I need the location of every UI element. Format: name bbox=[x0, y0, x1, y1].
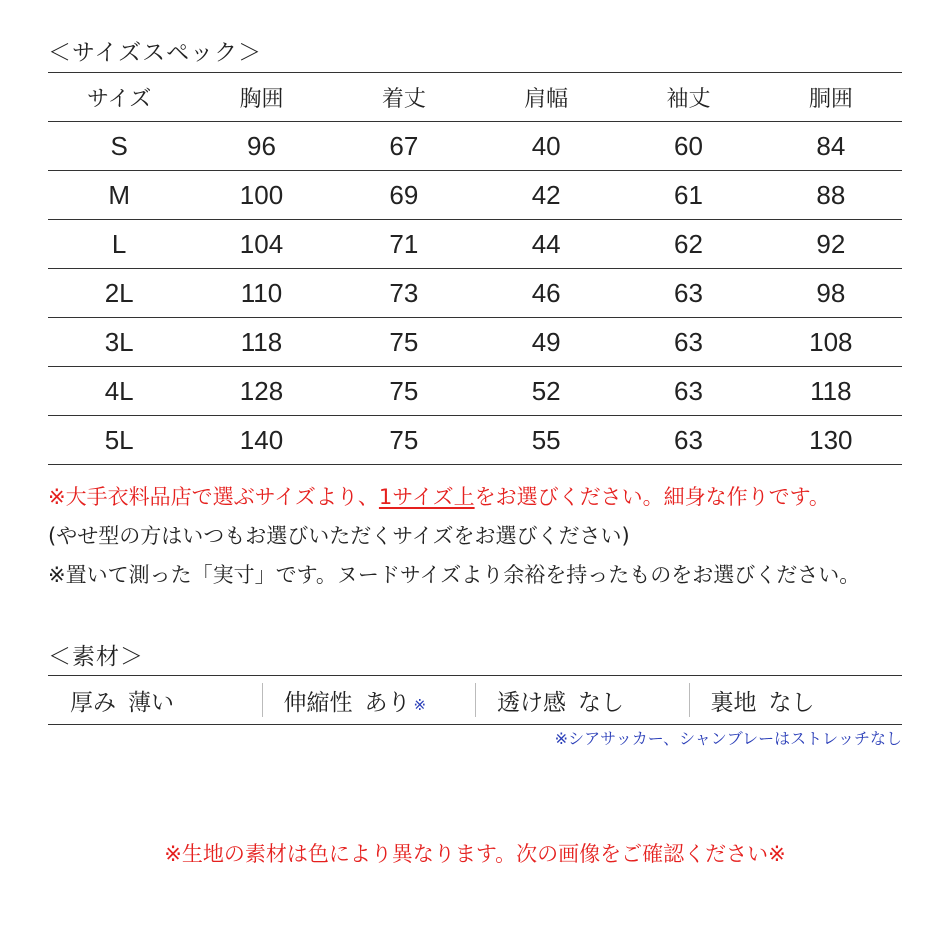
cell-size: L bbox=[48, 220, 190, 269]
cell-length: 67 bbox=[333, 122, 475, 171]
cell-waist: 98 bbox=[760, 269, 902, 318]
cell-waist: 130 bbox=[760, 416, 902, 465]
cell-shoulder: 52 bbox=[475, 367, 617, 416]
table-row bbox=[48, 171, 902, 220]
cell-size: 5L bbox=[48, 416, 190, 465]
cell-length: 73 bbox=[333, 269, 475, 318]
material-item-sheerness bbox=[475, 683, 689, 717]
cell-size: S bbox=[48, 122, 190, 171]
cell-size: 3L bbox=[48, 318, 190, 367]
table-header-row bbox=[48, 73, 902, 122]
cell-shoulder: 42 bbox=[475, 171, 617, 220]
note-size-advice bbox=[48, 478, 928, 517]
cell-sleeve: 62 bbox=[617, 220, 759, 269]
cell-waist: 118 bbox=[760, 367, 902, 416]
cell-shoulder: 55 bbox=[475, 416, 617, 465]
material-table bbox=[48, 675, 902, 725]
cell-shoulder: 49 bbox=[475, 318, 617, 367]
stretch-footnote: ※シアサッカー、シャンブレーはストレッチなし bbox=[554, 729, 902, 748]
size-notes bbox=[48, 478, 928, 595]
cell-length: 75 bbox=[333, 416, 475, 465]
table-row bbox=[48, 220, 902, 269]
table-row bbox=[48, 318, 902, 367]
footnote-mark: ※ bbox=[413, 696, 427, 714]
header-length: 着丈 bbox=[333, 73, 475, 122]
material-item-thickness bbox=[48, 683, 262, 717]
note-size-advice-pre: ※大手衣料品店で選ぶサイズより、 bbox=[48, 485, 379, 509]
material-value: なし bbox=[578, 689, 624, 716]
cell-chest: 104 bbox=[190, 220, 332, 269]
header-size: サイズ bbox=[48, 73, 190, 122]
material-value: 薄い bbox=[128, 689, 174, 716]
cell-chest: 128 bbox=[190, 367, 332, 416]
cell-shoulder: 44 bbox=[475, 220, 617, 269]
cell-sleeve: 63 bbox=[617, 367, 759, 416]
cell-waist: 92 bbox=[760, 220, 902, 269]
cell-waist: 88 bbox=[760, 171, 902, 220]
cell-sleeve: 63 bbox=[617, 269, 759, 318]
cell-chest: 118 bbox=[190, 318, 332, 367]
cell-chest: 96 bbox=[190, 122, 332, 171]
header-shoulder: 肩幅 bbox=[475, 73, 617, 122]
material-label: 厚み bbox=[70, 689, 116, 716]
cell-length: 75 bbox=[333, 318, 475, 367]
size-spec-table bbox=[48, 72, 902, 465]
material-label: 伸縮性 bbox=[283, 689, 353, 716]
size-spec-title: ＜サイズスペック＞ bbox=[48, 40, 263, 66]
cell-waist: 108 bbox=[760, 318, 902, 367]
material-title: ＜素材＞ bbox=[48, 644, 144, 670]
material-value: あり bbox=[364, 689, 411, 716]
table-row bbox=[48, 416, 902, 465]
cell-chest: 110 bbox=[190, 269, 332, 318]
cell-sleeve: 61 bbox=[617, 171, 759, 220]
header-sleeve: 袖丈 bbox=[617, 73, 759, 122]
fabric-color-note: ※生地の素材は色により異なります。次の画像をご確認ください※ bbox=[164, 842, 786, 866]
note-slim-advice: (やせ型の方はいつもお選びいただくサイズをお選びください) bbox=[48, 524, 630, 548]
material-label: 透け感 bbox=[497, 689, 566, 716]
header-waist: 胴囲 bbox=[760, 73, 902, 122]
cell-waist: 84 bbox=[760, 122, 902, 171]
material-label: 裏地 bbox=[710, 689, 757, 716]
cell-shoulder: 46 bbox=[475, 269, 617, 318]
cell-chest: 100 bbox=[190, 171, 332, 220]
cell-size: 2L bbox=[48, 269, 190, 318]
cell-chest: 140 bbox=[190, 416, 332, 465]
material-item-lining bbox=[689, 683, 903, 717]
cell-sleeve: 60 bbox=[617, 122, 759, 171]
table-row bbox=[48, 367, 902, 416]
table-row bbox=[48, 122, 902, 171]
material-value: なし bbox=[768, 689, 815, 716]
cell-size: M bbox=[48, 171, 190, 220]
header-chest: 胸囲 bbox=[190, 73, 332, 122]
cell-sleeve: 63 bbox=[617, 318, 759, 367]
material-item-stretch bbox=[262, 683, 476, 717]
cell-length: 69 bbox=[333, 171, 475, 220]
note-measurement: ※置いて測った「実寸」です。ヌードサイズより余裕を持ったものをお選びください。 bbox=[48, 563, 861, 587]
cell-length: 71 bbox=[333, 220, 475, 269]
cell-shoulder: 40 bbox=[475, 122, 617, 171]
note-size-advice-post: をお選びください。細身な作りです。 bbox=[474, 485, 830, 509]
cell-length: 75 bbox=[333, 367, 475, 416]
cell-size: 4L bbox=[48, 367, 190, 416]
cell-sleeve: 63 bbox=[617, 416, 759, 465]
table-row bbox=[48, 269, 902, 318]
note-size-advice-emphasis: 1サイズ上 bbox=[378, 485, 475, 509]
